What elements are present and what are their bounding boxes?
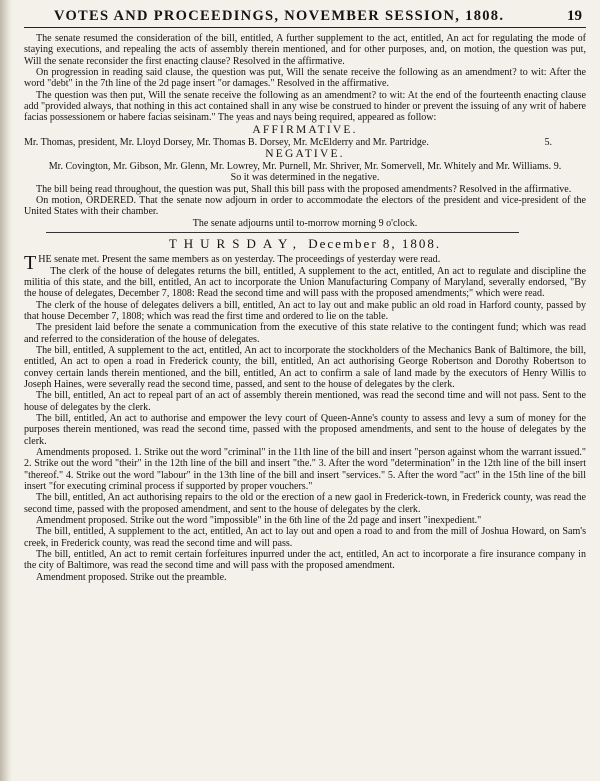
affirmative-heading: AFFIRMATIVE. bbox=[252, 123, 358, 136]
day-date: December 8, 1808. bbox=[308, 236, 442, 252]
negative-result: So it was determined in the negative. bbox=[230, 172, 380, 184]
paragraph: The bill, entitled, A supplement to the act, entitled, An act to lay out and open a road to and from the mill of Joshua Howard, on Sam's creek, in Frederick county, was read the second time and will pass. bbox=[24, 526, 586, 549]
paragraph: The clerk of the house of delegates delivers a bill, entitled, An act to lay out and make public an old road in Harford county, passed by that house December 7, 1808; which was read the first time and ordered to lie on the table. bbox=[24, 299, 586, 322]
paragraph: The bill being read throughout, the question was put, Shall this bill pass with the proposed amendments? Resolved in the affirmative. bbox=[36, 183, 572, 195]
paragraph: The president laid before the senate a communication from the executive of this state relative to the contingent fund; which was read and referred to the consideration of the house of delegates. bbox=[24, 322, 586, 345]
page-number: 19 bbox=[567, 8, 582, 24]
paragraph: Amendment proposed. Strike out the preamble. bbox=[36, 571, 227, 583]
day-name: THURSDAY, bbox=[168, 236, 303, 252]
paragraph: The bill, entitled, An act to repeal part of an act of assembly therein mentioned, was read the second time and will not pass. Sent to the house of delegates by the clerk. bbox=[24, 390, 586, 413]
paragraph: The clerk of the house of delegates returns the bill, entitled, A supplement to the act, entitled, An act to regulate and discipline the militia of this state, and the bill, entitled, An act to incorporate the Union Manufacturing Company of Maryland, severally endorsed, "By the house of delegates, December 7, 1808: Read the second time and will pass with the proposed amendments;" which were read. bbox=[24, 265, 586, 300]
paragraph: The senate resumed the consideration of the bill, entitled, A further supplement to the act, entitled, An act for regulating the mode of staying executions, and repealing the acts of assembly therein mentioned, and for other purposes, and, on motion, the question was put, Will the senate reconsider the first enacting clause? Resolved in the affirmative. bbox=[24, 33, 586, 67]
paragraph: On motion, ORDERED. That the senate now adjourn in order to accommodate the electors of the president and vice-president of the United States with their chamber. bbox=[24, 195, 586, 218]
section-divider bbox=[46, 232, 518, 233]
affirmative-names-text: Mr. Thomas, president, Mr. Lloyd Dorsey, Mr. Thomas B. Dorsey, Mr. McElderry and Mr. Partridge. bbox=[24, 136, 429, 148]
negative-names: Mr. Covington, Mr. Gibson, Mr. Glenn, Mr. Lowrey, Mr. Purnell, Mr. Shriver, Mr. Somervell, Mr. Whitely and Mr. Williams. 9. bbox=[48, 161, 562, 173]
paragraph: The bill, entitled, An act to authorise and empower the levy court of Queen-Anne's county to assess and levy a sum of money for the purposes therein mentioned, was read the second time, passed with the proposed amendments, and sent to the house of delegates by the clerk. bbox=[24, 412, 586, 447]
affirmative-names bbox=[24, 137, 586, 148]
paragraph bbox=[24, 252, 586, 275]
paragraph: The bill, entitled, An act authorising repairs to the old or the erection of a new gaol in Frederick-town, in Frederick county, was read the second time, passed with the proposed amendment, and sent to the house of delegates by the clerk. bbox=[24, 492, 586, 515]
running-title: VOTES AND PROCEEDINGS, NOVEMBER SESSION, 1808. bbox=[54, 8, 505, 24]
paragraph: Amendments proposed. 1. Strike out the word "criminal" in the 11th line of the bill and insert "person against whom the warrant issued." 2. Strike out the word "their" in the 12th line of the bill and insert "the." 3. After the word "determination" in the 12th line of the bill insert "thereof." 4. Strike out the word "labour" in the 13th line of the bill and insert "services." 5. After the word "act" in the 15th line of the bill insert "for executing criminal process if supported by proper vouchers." bbox=[24, 447, 586, 493]
paragraph: The bill, entitled, A supplement to the act, entitled, An act to incorporate the stockholders of the Mechanics Bank of Baltimore, the bill, entitled, An act to open a road in Frederick county, the bill, entitled, An act authorising George Robertson and Dorothy Robertson to convey certain lands therein mentioned, and the bill, entitled, An act to confirm a sale of land made by the executors of Henry Willis to Joseph Haines, were severally read the second time, passed, and sent to the house of delegates by the clerk. bbox=[24, 344, 586, 390]
negative-heading: NEGATIVE. bbox=[265, 148, 345, 161]
day-heading bbox=[24, 236, 586, 251]
affirmative-count: 5. bbox=[544, 136, 552, 148]
paragraph-text: HE senate met. Present the same members as on yesterday. The proceedings of yesterday were read. bbox=[38, 254, 441, 266]
paragraph: The question was then put, Will the senate receive the following as an amendment? to wit: At the end of the fourteenth enacting clause add "provided always, that nothing in this act contained shall in any wise be construed to hinder or prevent the issuing of any writ of habere facias possessionem or habere facias seisinam." The yeas and nays being required, appeared as follow: bbox=[24, 89, 586, 124]
running-head bbox=[24, 8, 586, 28]
drop-cap: T bbox=[24, 252, 37, 275]
adjournment-line: The senate adjourns until to-morrow morning 9 o'clock. bbox=[192, 217, 418, 229]
paragraph: Amendment proposed. Strike out the word "impossible" in the 6th line of the 2d page and insert "inexpedient." bbox=[36, 515, 482, 527]
paragraph: On progression in reading said clause, the question was put, Will the senate receive the following as an amendment? to wit: After the word "debt" in the 7th line of the 2d page insert "or damages." Resolved in the affirmative. bbox=[24, 67, 586, 90]
paragraph: The bill, entitled, An act to remit certain forfeitures inpurred under the act, entitled, An act to incorporate a fire insurance company in the city of Baltimore, was read the second time and will pass with the proposed amendment. bbox=[24, 549, 586, 572]
page-edge-shadow bbox=[0, 0, 12, 781]
